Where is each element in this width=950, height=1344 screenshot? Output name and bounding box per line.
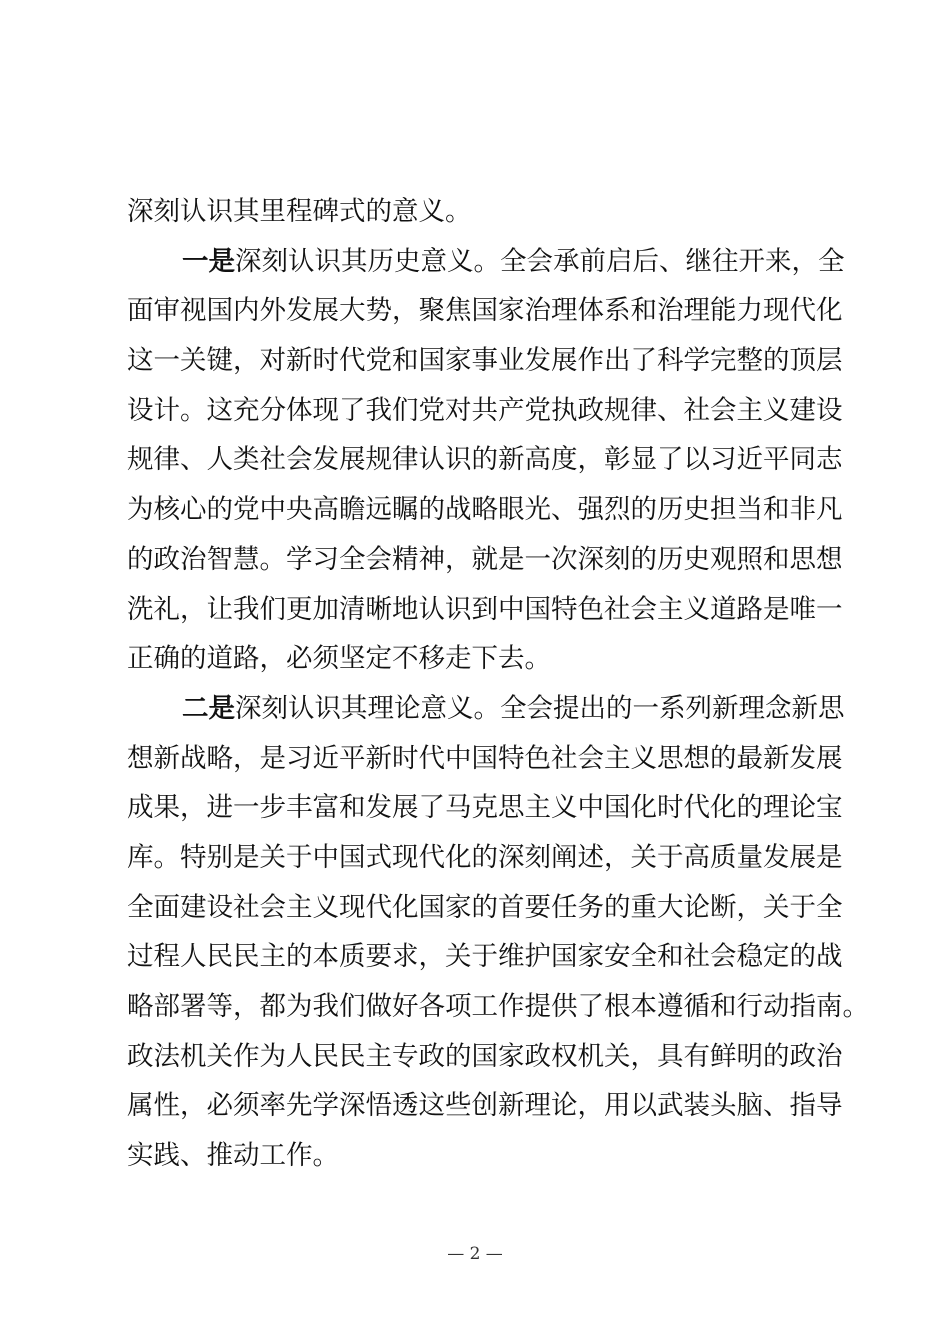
- text-line: [127, 585, 843, 635]
- line-text: 想新战略，是习近平新时代中国特色社会主义思想的最新发展: [127, 742, 843, 774]
- line-text: 洗礼，让我们更加清晰地认识到中国特色社会主义道路是唯一: [127, 593, 843, 625]
- line-text: 过程人民民主的本质要求，关于维护国家安全和社会稳定的战: [127, 941, 843, 973]
- line-text: 实践、推动工作。: [127, 1140, 339, 1172]
- line-text: 为核心的党中央高瞻远瞩的战略眼光、强烈的历史担当和非凡: [127, 494, 843, 526]
- line-text: 全面建设社会主义现代化国家的首要任务的重大论断，关于全: [127, 891, 843, 923]
- text-line: [127, 634, 821, 684]
- line-text: 设计。这充分体现了我们党对共产党执政规律、社会主义建设: [127, 394, 843, 426]
- text-line: [127, 1032, 843, 1082]
- text-line: [127, 286, 843, 336]
- line-text: 深刻认识其理论意义。全会提出的一系列新理念新思: [235, 692, 845, 724]
- text-line: [127, 783, 843, 833]
- line-text: 面审视国内外发展大势，聚焦国家治理体系和治理能力现代化: [127, 295, 843, 327]
- line-text: 这一关键，对新时代党和国家事业发展作出了科学完整的顶层: [127, 345, 843, 377]
- text-line: [127, 932, 843, 982]
- text-line: [127, 684, 845, 734]
- line-text: 库。特别是关于中国式现代化的深刻阐述，关于高质量发展是: [127, 841, 843, 873]
- line-text: 略部署等，都为我们做好各项工作提供了根本遵循和行动指南。: [127, 991, 869, 1022]
- text-line: [127, 485, 843, 535]
- line-text: 的政治智慧。学习全会精神，就是一次深刻的历史观照和思想: [127, 543, 843, 575]
- line-text: 政法机关作为人民民主专政的国家政权机关，具有鲜明的政治: [127, 1040, 843, 1072]
- text-line: [127, 883, 843, 933]
- paragraph-lead-bold: 二是: [182, 692, 235, 724]
- page-number: — 2 —: [447, 1244, 503, 1264]
- text-line: [127, 187, 821, 237]
- text-line: [127, 1081, 843, 1131]
- text-line: [127, 336, 843, 386]
- text-line: [127, 386, 843, 436]
- line-text: 深刻认识其历史意义。全会承前启后、继往开来，全: [235, 245, 845, 277]
- line-text: 深刻认识其里程碑式的意义。: [127, 196, 472, 227]
- text-line: [127, 734, 843, 784]
- line-text: 规律、人类社会发展规律认识的新高度，彰显了以习近平同志: [127, 444, 843, 476]
- text-line: [127, 237, 845, 287]
- line-text: 正确的道路，必须坚定不移走下去。: [127, 643, 551, 675]
- text-line: [127, 435, 843, 485]
- text-line: [127, 982, 869, 1032]
- body-text: [127, 187, 869, 1181]
- paragraph-lead-bold: 一是: [182, 245, 235, 277]
- text-line: [127, 535, 843, 585]
- text-line: [127, 1131, 821, 1181]
- line-text: 成果，进一步丰富和发展了马克思主义中国化时代化的理论宝: [127, 792, 843, 824]
- text-line: [127, 833, 843, 883]
- line-text: 属性，必须率先学深悟透这些创新理论，用以武装头脑、指导: [127, 1090, 843, 1122]
